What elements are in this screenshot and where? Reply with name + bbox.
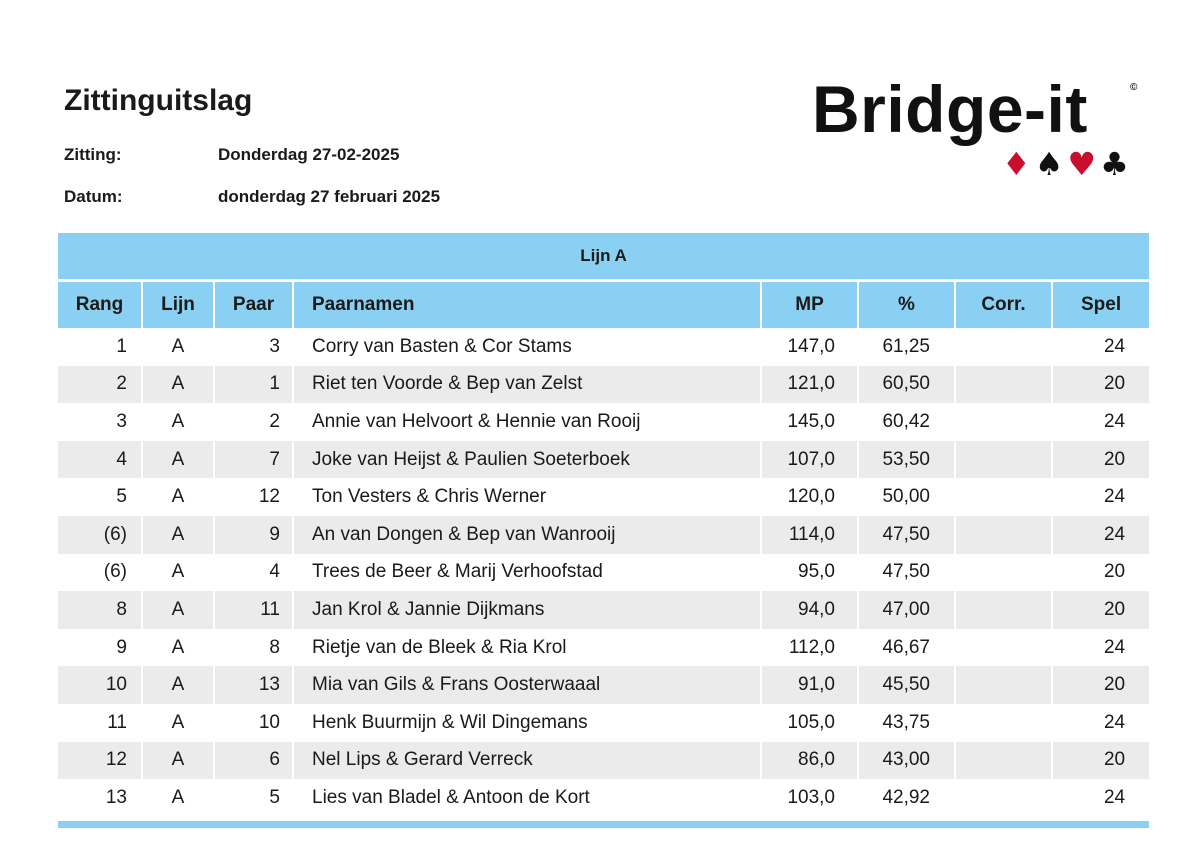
cell-pair: 11: [214, 591, 293, 629]
cell-pair: 1: [214, 366, 293, 404]
cell-boards: 24: [1052, 328, 1149, 366]
table-row: [58, 629, 1149, 667]
cell-line: A: [142, 742, 214, 780]
header-rank: Rang: [58, 281, 142, 329]
cell-mp: 103,0: [761, 779, 858, 817]
cell-corr: [955, 742, 1052, 780]
cell-pair-names: Ton Vesters & Chris Werner: [293, 478, 761, 516]
header-percent: %: [858, 281, 955, 329]
header-boards: Spel: [1052, 281, 1149, 329]
suit-icons: [1002, 145, 1129, 183]
cell-pair: 5: [214, 779, 293, 817]
cell-line: A: [142, 591, 214, 629]
cell-line: A: [142, 478, 214, 516]
cell-rank: 2: [58, 366, 142, 404]
heart-icon: ♥: [1067, 145, 1097, 183]
cell-line: A: [142, 554, 214, 592]
results-table: [58, 233, 1149, 817]
cell-rank: 3: [58, 403, 142, 441]
cell-line: A: [142, 779, 214, 817]
cell-rank: 11: [58, 704, 142, 742]
table-row: [58, 779, 1149, 817]
cell-corr: [955, 629, 1052, 667]
cell-pair: 2: [214, 403, 293, 441]
cell-pair-names: Trees de Beer & Marij Verhoofstad: [293, 554, 761, 592]
cell-mp: 112,0: [761, 629, 858, 667]
cell-boards: 24: [1052, 629, 1149, 667]
diamond-icon: ♦: [1002, 145, 1031, 183]
cell-boards: 20: [1052, 666, 1149, 704]
cell-mp: 91,0: [761, 666, 858, 704]
table-bottom-bar: [58, 821, 1149, 828]
cell-mp: 86,0: [761, 742, 858, 780]
page-title: Zittinguitslag: [64, 84, 253, 117]
cell-boards: 20: [1052, 742, 1149, 780]
cell-mp: 145,0: [761, 403, 858, 441]
cell-percent: 43,75: [858, 704, 955, 742]
cell-pair-names: Henk Buurmijn & Wil Dingemans: [293, 704, 761, 742]
cell-rank: 1: [58, 328, 142, 366]
cell-boards: 24: [1052, 704, 1149, 742]
cell-corr: [955, 516, 1052, 554]
cell-pair-names: Corry van Basten & Cor Stams: [293, 328, 761, 366]
cell-rank: 8: [58, 591, 142, 629]
cell-pair: 8: [214, 629, 293, 667]
cell-rank: 10: [58, 666, 142, 704]
session-value: Donderdag 27-02-2025: [218, 145, 400, 164]
header-pair-names: Paarnamen: [293, 281, 761, 329]
line-title: Lijn A: [58, 233, 1149, 281]
cell-pair: 13: [214, 666, 293, 704]
cell-mp: 120,0: [761, 478, 858, 516]
logo-text: Bridge-it: [812, 72, 1088, 146]
table-row: [58, 403, 1149, 441]
cell-percent: 60,50: [858, 366, 955, 404]
date-label: Datum:: [64, 187, 123, 206]
cell-corr: [955, 328, 1052, 366]
cell-line: A: [142, 666, 214, 704]
cell-mp: 114,0: [761, 516, 858, 554]
cell-pair: 6: [214, 742, 293, 780]
cell-percent: 61,25: [858, 328, 955, 366]
cell-corr: [955, 591, 1052, 629]
cell-boards: 24: [1052, 403, 1149, 441]
cell-mp: 121,0: [761, 366, 858, 404]
cell-corr: [955, 478, 1052, 516]
cell-pair-names: Lies van Bladel & Antoon de Kort: [293, 779, 761, 817]
cell-boards: 20: [1052, 591, 1149, 629]
cell-rank: 4: [58, 441, 142, 479]
cell-rank: (6): [58, 554, 142, 592]
cell-pair-names: Annie van Helvoort & Hennie van Rooij: [293, 403, 761, 441]
cell-corr: [955, 666, 1052, 704]
header-pair: Paar: [214, 281, 293, 329]
date-value: donderdag 27 februari 2025: [218, 187, 441, 206]
cell-percent: 53,50: [858, 441, 955, 479]
cell-percent: 47,50: [858, 516, 955, 554]
table-row: [58, 328, 1149, 366]
cell-corr: [955, 554, 1052, 592]
cell-percent: 42,92: [858, 779, 955, 817]
table-row: [58, 666, 1149, 704]
cell-corr: [955, 704, 1052, 742]
cell-line: A: [142, 403, 214, 441]
cell-line: A: [142, 441, 214, 479]
cell-line: A: [142, 516, 214, 554]
cell-pair-names: Riet ten Voorde & Bep van Zelst: [293, 366, 761, 404]
cell-corr: [955, 441, 1052, 479]
cell-percent: 47,50: [858, 554, 955, 592]
cell-line: A: [142, 629, 214, 667]
table-row: [58, 742, 1149, 780]
cell-boards: 20: [1052, 441, 1149, 479]
cell-mp: 94,0: [761, 591, 858, 629]
header-mp: MP: [761, 281, 858, 329]
spade-icon: ♠: [1034, 145, 1064, 183]
cell-percent: 50,00: [858, 478, 955, 516]
header-corr: Corr.: [955, 281, 1052, 329]
cell-pair: 3: [214, 328, 293, 366]
cell-boards: 24: [1052, 779, 1149, 817]
cell-pair-names: Jan Krol & Jannie Dijkmans: [293, 591, 761, 629]
cell-rank: 13: [58, 779, 142, 817]
cell-rank: (6): [58, 516, 142, 554]
header-line: Lijn: [142, 281, 214, 329]
cell-line: A: [142, 366, 214, 404]
cell-mp: 95,0: [761, 554, 858, 592]
cell-boards: 20: [1052, 366, 1149, 404]
cell-mp: 147,0: [761, 328, 858, 366]
bridge-it-logo: [812, 72, 1142, 186]
table-row: [58, 478, 1149, 516]
cell-pair-names: Nel Lips & Gerard Verreck: [293, 742, 761, 780]
table-row: [58, 704, 1149, 742]
cell-pair: 12: [214, 478, 293, 516]
cell-pair-names: Joke van Heijst & Paulien Soeterboek: [293, 441, 761, 479]
cell-percent: 47,00: [858, 591, 955, 629]
cell-boards: 24: [1052, 516, 1149, 554]
cell-corr: [955, 403, 1052, 441]
table-row: [58, 591, 1149, 629]
table-row: [58, 441, 1149, 479]
cell-rank: 12: [58, 742, 142, 780]
cell-pair-names: An van Dongen & Bep van Wanrooij: [293, 516, 761, 554]
cell-mp: 107,0: [761, 441, 858, 479]
copyright-mark: ©: [1130, 82, 1138, 93]
cell-rank: 5: [58, 478, 142, 516]
cell-pair-names: Rietje van de Bleek & Ria Krol: [293, 629, 761, 667]
session-label: Zitting:: [64, 145, 122, 164]
cell-percent: 46,67: [858, 629, 955, 667]
cell-pair: 4: [214, 554, 293, 592]
cell-pair: 9: [214, 516, 293, 554]
cell-line: A: [142, 328, 214, 366]
cell-line: A: [142, 704, 214, 742]
cell-pair-names: Mia van Gils & Frans Oosterwaaal: [293, 666, 761, 704]
cell-pair: 10: [214, 704, 293, 742]
cell-percent: 43,00: [858, 742, 955, 780]
cell-percent: 45,50: [858, 666, 955, 704]
cell-rank: 9: [58, 629, 142, 667]
table-row: [58, 516, 1149, 554]
club-icon: ♣: [1100, 145, 1129, 183]
cell-pair: 7: [214, 441, 293, 479]
cell-boards: 20: [1052, 554, 1149, 592]
cell-corr: [955, 366, 1052, 404]
cell-corr: [955, 779, 1052, 817]
cell-mp: 105,0: [761, 704, 858, 742]
cell-boards: 24: [1052, 478, 1149, 516]
cell-percent: 60,42: [858, 403, 955, 441]
table-row: [58, 554, 1149, 592]
table-row: [58, 366, 1149, 404]
